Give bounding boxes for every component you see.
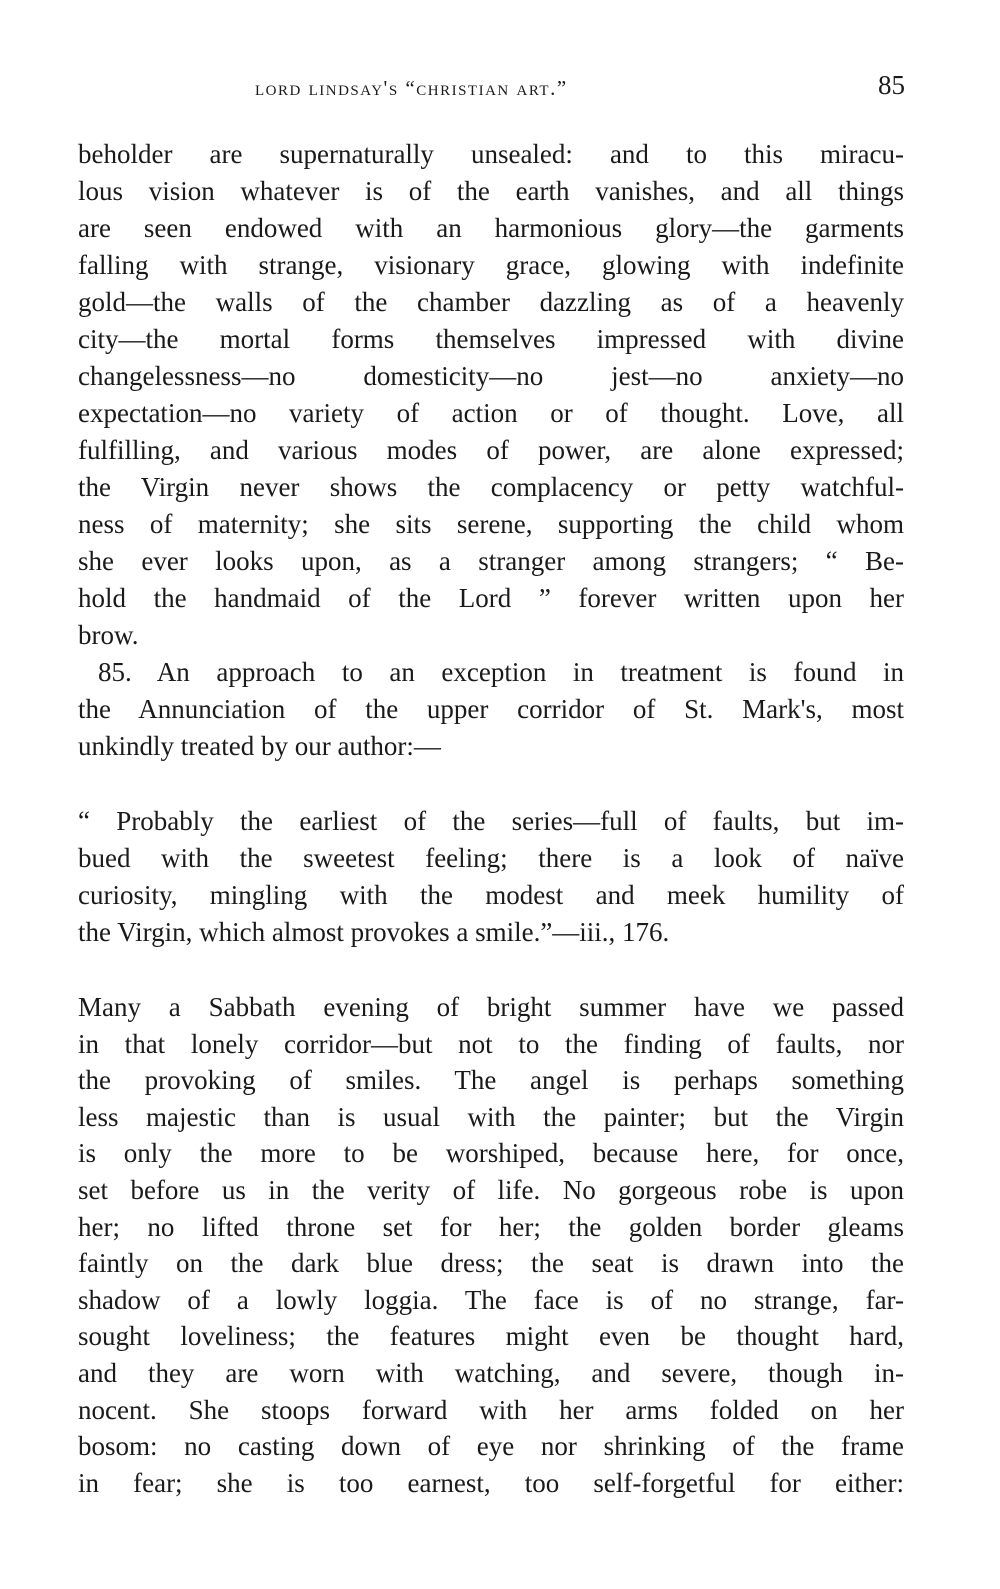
text-line: curiosity, mingling with the modest and meek humility of (78, 880, 904, 910)
page-body (78, 136, 904, 1501)
running-header (255, 70, 905, 106)
text-line: set before us in the verity of life. No gorgeous robe is upon (78, 1174, 904, 1205)
text-line: nocent. She stoops forward with her arms folded on her (78, 1394, 904, 1425)
text-line: in that lonely corridor—but not to the finding of faults, nor (78, 1028, 904, 1059)
paragraph (78, 989, 904, 1501)
paragraph-gap (78, 951, 904, 989)
text-line: in fear; she is too earnest, too self-forgetful for either: (78, 1467, 904, 1498)
text-line: she ever looks upon, as a stranger among strangers; “ Be- (78, 546, 904, 576)
text-line: unkindly treated by our author:— (78, 731, 441, 761)
text-line: 85. An approach to an exception in treatment is found in (98, 657, 904, 687)
text-line: faintly on the dark blue dress; the seat is drawn into the (78, 1248, 904, 1279)
text-line: sought loveliness; the features might even be thought hard, (78, 1321, 904, 1352)
text-line: bosom: no casting down of eye nor shrinking of the frame (78, 1431, 904, 1462)
text-line: falling with strange, visionary grace, glowing with indefinite (78, 250, 904, 280)
text-line: and they are worn with watching, and severe, though in- (78, 1357, 904, 1388)
page-number: 85 (878, 70, 905, 100)
text-line: less majestic than is usual with the painter; but the Virgin (78, 1101, 904, 1132)
text-line: city—the mortal forms themselves impressed with divine (78, 324, 904, 354)
text-line: Many a Sabbath evening of bright summer have we passed (78, 992, 904, 1022)
text-line: beholder are supernaturally unsealed: and to this miracu- (78, 139, 904, 169)
text-line: brow. (78, 620, 139, 650)
text-line: expectation—no variety of action or of thought. Love, all (78, 398, 904, 428)
text-line: lous vision whatever is of the earth vanishes, and all things (78, 176, 904, 206)
text-line: her; no lifted throne set for her; the golden border gleams (78, 1211, 904, 1242)
text-line: the Annunciation of the upper corridor of St. Mark's, most (78, 694, 904, 724)
text-line: are seen endowed with an harmonious glory—the garments (78, 213, 904, 243)
running-title: lord lindsay's “christian art.” (255, 76, 568, 100)
text-line: the Virgin never shows the complacency or petty watchful- (78, 472, 904, 502)
paragraph (78, 654, 904, 765)
block-quote (78, 803, 904, 951)
text-line: the provoking of smiles. The angel is perhaps something (78, 1065, 904, 1096)
text-line: shadow of a lowly loggia. The face is of no strange, far- (78, 1284, 904, 1315)
text-line: “ Probably the earliest of the series—full of faults, but im- (78, 806, 904, 836)
text-line: changelessness—no domesticity—no jest—no anxiety—no (78, 361, 904, 391)
text-line: bued with the sweetest feeling; there is a look of naïve (78, 843, 904, 873)
text-line: gold—the walls of the chamber dazzling as of a heavenly (78, 287, 904, 317)
text-line: the Virgin, which almost provokes a smile.”—iii., 176. (78, 917, 670, 947)
text-line: fulfilling, and various modes of power, are alone expressed; (78, 435, 904, 465)
text-line: hold the handmaid of the Lord ” forever written upon her (78, 583, 904, 613)
paragraph (78, 136, 904, 654)
text-line: is only the more to be worshiped, because here, for once, (78, 1138, 904, 1169)
text-line: ness of maternity; she sits serene, supporting the child whom (78, 509, 904, 539)
paragraph-gap (78, 765, 904, 803)
